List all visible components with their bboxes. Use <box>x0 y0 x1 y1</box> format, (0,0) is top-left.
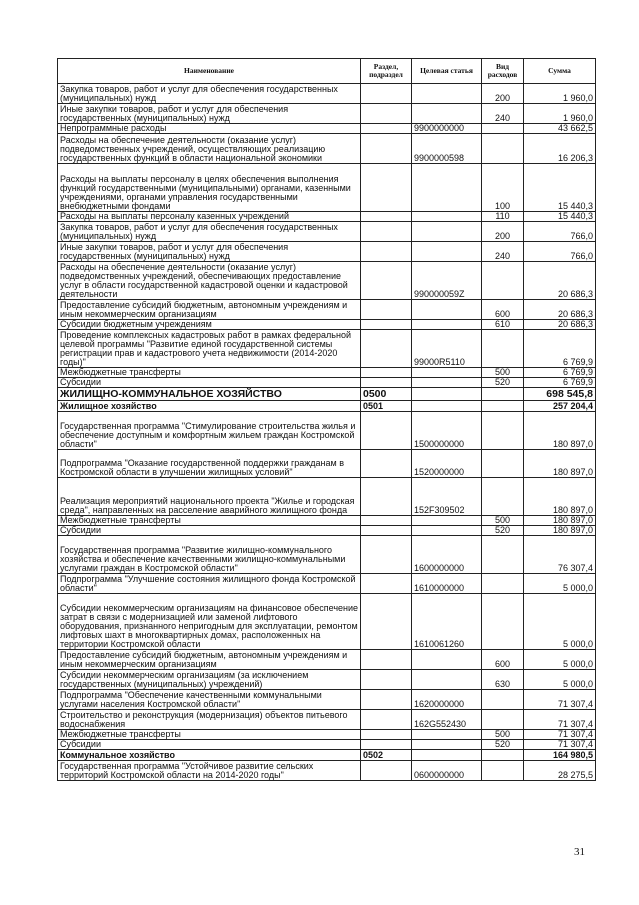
cell-target <box>412 650 482 670</box>
cell-kind <box>482 710 524 730</box>
cell-target: 9900000598 <box>412 134 482 164</box>
cell-sum: 180 897,0 <box>524 478 596 516</box>
cell-sum: 180 897,0 <box>524 516 596 526</box>
cell-sum: 5 000,0 <box>524 574 596 594</box>
cell-target: 99000R5110 <box>412 330 482 368</box>
table-row <box>58 536 596 574</box>
cell-sum: 698 545,8 <box>524 388 596 401</box>
cell-section <box>361 526 412 536</box>
cell-sum: 5 000,0 <box>524 594 596 650</box>
header-sum: Сумма <box>524 59 596 84</box>
cell-section <box>361 84 412 104</box>
cell-name: Жилищное хозяйство <box>58 401 361 412</box>
cell-target <box>412 516 482 526</box>
cell-name: Иные закупки товаров, работ и услуг для обеспечения государственных (муниципальных) нужд <box>58 242 361 262</box>
cell-kind <box>482 124 524 134</box>
table-row <box>58 300 596 320</box>
cell-sum: 15 440,3 <box>524 164 596 212</box>
cell-kind <box>482 330 524 368</box>
cell-sum: 1 960,0 <box>524 84 596 104</box>
cell-name: ЖИЛИЩНО-КОММУНАЛЬНОЕ ХОЗЯЙСТВО <box>58 388 361 401</box>
cell-section <box>361 536 412 574</box>
cell-target <box>412 242 482 262</box>
cell-section <box>361 516 412 526</box>
cell-sum: 257 204,4 <box>524 401 596 412</box>
table-row <box>58 750 596 761</box>
cell-sum: 766,0 <box>524 242 596 262</box>
cell-name: Межбюджетные трансферты <box>58 368 361 378</box>
cell-name: Субсидии <box>58 378 361 388</box>
table-row <box>58 574 596 594</box>
table-row <box>58 650 596 670</box>
cell-sum: 71 307,4 <box>524 730 596 740</box>
cell-section <box>361 222 412 242</box>
cell-target: 1620000000 <box>412 690 482 710</box>
cell-sum: 164 980,5 <box>524 750 596 761</box>
table-row <box>58 388 596 401</box>
cell-name: Строительство и реконструкция (модернизация) объектов питьевого водоснабжения <box>58 710 361 730</box>
table-row <box>58 740 596 750</box>
budget-table <box>57 58 596 781</box>
cell-kind <box>482 262 524 300</box>
cell-name: Межбюджетные трансферты <box>58 730 361 740</box>
cell-section <box>361 740 412 750</box>
cell-section <box>361 104 412 124</box>
cell-section <box>361 761 412 781</box>
cell-sum: 6 769,9 <box>524 330 596 368</box>
cell-sum: 5 000,0 <box>524 670 596 690</box>
cell-kind <box>482 401 524 412</box>
cell-target <box>412 320 482 330</box>
table-row <box>58 212 596 222</box>
cell-target <box>412 730 482 740</box>
cell-name: Закупка товаров, работ и услуг для обеспечения государственных (муниципальных) нужд <box>58 222 361 242</box>
cell-section: 0502 <box>361 750 412 761</box>
cell-sum: 180 897,0 <box>524 412 596 450</box>
cell-target <box>412 526 482 536</box>
cell-target: 1500000000 <box>412 412 482 450</box>
table-row <box>58 526 596 536</box>
header-section: Раздел, подраздел <box>361 59 412 84</box>
table-row <box>58 164 596 212</box>
cell-sum: 180 897,0 <box>524 526 596 536</box>
cell-section <box>361 594 412 650</box>
cell-kind <box>482 478 524 516</box>
cell-target <box>412 300 482 320</box>
cell-kind <box>482 536 524 574</box>
cell-name: Межбюджетные трансферты <box>58 516 361 526</box>
cell-name: Закупка товаров, работ и услуг для обеспечения государственных (муниципальных) нужд <box>58 84 361 104</box>
cell-target <box>412 212 482 222</box>
cell-section <box>361 574 412 594</box>
cell-kind: 240 <box>482 242 524 262</box>
table-row <box>58 104 596 124</box>
cell-section <box>361 412 412 450</box>
cell-kind <box>482 594 524 650</box>
header-name: Наименование <box>58 59 361 84</box>
table-row <box>58 378 596 388</box>
cell-name: Предоставление субсидий бюджетным, автономным учреждениям и иным некоммерческим организациям <box>58 300 361 320</box>
cell-section: 0501 <box>361 401 412 412</box>
cell-kind: 200 <box>482 222 524 242</box>
cell-sum: 28 275,5 <box>524 761 596 781</box>
cell-sum: 16 206,3 <box>524 134 596 164</box>
cell-target <box>412 222 482 242</box>
cell-section <box>361 330 412 368</box>
cell-kind: 520 <box>482 740 524 750</box>
cell-name: Субсидии <box>58 740 361 750</box>
cell-kind: 600 <box>482 650 524 670</box>
cell-sum: 71 307,4 <box>524 710 596 730</box>
cell-sum: 71 307,4 <box>524 690 596 710</box>
cell-name: Расходы на выплаты персоналу казенных учреждений <box>58 212 361 222</box>
table-row <box>58 761 596 781</box>
cell-kind: 520 <box>482 378 524 388</box>
cell-sum: 20 686,3 <box>524 320 596 330</box>
cell-sum: 6 769,9 <box>524 378 596 388</box>
cell-section <box>361 478 412 516</box>
cell-name: Субсидии некоммерческим организациям на финансовое обеспечение затрат в связи с модернизацией или заменой лифтового оборудования, признанного непригодным для эксплуатации, ремонтом лифтовых шахт в многоквартирных домах, расположенных на территории Костромской области <box>58 594 361 650</box>
cell-target: 1610061260 <box>412 594 482 650</box>
cell-kind <box>482 761 524 781</box>
cell-name: Предоставление субсидий бюджетным, автономным учреждениям и иным некоммерческим организациям <box>58 650 361 670</box>
table-row <box>58 730 596 740</box>
cell-target <box>412 388 482 401</box>
cell-name: Расходы на обеспечение деятельности (оказание услуг) подведомственных учреждений, обеспечивающих предоставление услуг в области государственной кадастровой оценки и кадастровой деятельности <box>58 262 361 300</box>
table-row <box>58 594 596 650</box>
cell-target: 162G552430 <box>412 710 482 730</box>
cell-kind <box>482 574 524 594</box>
cell-target: 1610000000 <box>412 574 482 594</box>
cell-kind <box>482 412 524 450</box>
cell-target: 0600000000 <box>412 761 482 781</box>
cell-kind: 630 <box>482 670 524 690</box>
cell-section <box>361 300 412 320</box>
cell-sum: 15 440,3 <box>524 212 596 222</box>
cell-target: 1520000000 <box>412 450 482 478</box>
table-row <box>58 412 596 450</box>
cell-kind: 240 <box>482 104 524 124</box>
table-row <box>58 262 596 300</box>
table-row <box>58 368 596 378</box>
cell-sum: 766,0 <box>524 222 596 242</box>
cell-target <box>412 164 482 212</box>
cell-section <box>361 450 412 478</box>
cell-kind: 600 <box>482 300 524 320</box>
cell-name: Коммунальное хозяйство <box>58 750 361 761</box>
cell-kind: 200 <box>482 84 524 104</box>
cell-kind: 500 <box>482 730 524 740</box>
cell-name: Расходы на обеспечение деятельности (оказание услуг) подведомственных учреждений, осуществляющих реализацию государственных функций в области национальной экономики <box>58 134 361 164</box>
table-row <box>58 222 596 242</box>
cell-sum: 5 000,0 <box>524 650 596 670</box>
table-row <box>58 401 596 412</box>
cell-section: 0500 <box>361 388 412 401</box>
cell-name: Субсидии <box>58 526 361 536</box>
cell-name: Реализация мероприятий национального проекта "Жилье и городская среда", направленных на расселение аварийного жилищного фонда <box>58 478 361 516</box>
cell-section <box>361 134 412 164</box>
cell-target <box>412 84 482 104</box>
cell-name: Иные закупки товаров, работ и услуг для обеспечения государственных (муниципальных) нужд <box>58 104 361 124</box>
cell-sum: 20 686,3 <box>524 262 596 300</box>
cell-name: Подпрограмма "Улучшение состояния жилищного фонда Костромской области" <box>58 574 361 594</box>
cell-sum: 180 897,0 <box>524 450 596 478</box>
cell-section <box>361 242 412 262</box>
cell-target: 1600000000 <box>412 536 482 574</box>
cell-target <box>412 368 482 378</box>
cell-target <box>412 378 482 388</box>
table-row <box>58 478 596 516</box>
cell-kind <box>482 690 524 710</box>
cell-kind: 520 <box>482 526 524 536</box>
cell-name: Субсидии бюджетным учреждениям <box>58 320 361 330</box>
cell-sum: 43 662,5 <box>524 124 596 134</box>
page-number: 31 <box>574 846 585 858</box>
header-target: Целевая статья <box>412 59 482 84</box>
table-body <box>58 84 596 781</box>
cell-name: Подпрограмма "Обеспечение качественными коммунальными услугами населения Костромской области" <box>58 690 361 710</box>
cell-target: 152F309502 <box>412 478 482 516</box>
cell-section <box>361 670 412 690</box>
cell-target <box>412 750 482 761</box>
budget-document <box>57 58 595 781</box>
table-row <box>58 320 596 330</box>
table-row <box>58 516 596 526</box>
cell-section <box>361 262 412 300</box>
cell-kind: 110 <box>482 212 524 222</box>
cell-target: 9900000000 <box>412 124 482 134</box>
cell-target <box>412 104 482 124</box>
cell-sum: 76 307,4 <box>524 536 596 574</box>
cell-section <box>361 650 412 670</box>
cell-kind: 500 <box>482 368 524 378</box>
table-row <box>58 690 596 710</box>
cell-kind: 100 <box>482 164 524 212</box>
cell-section <box>361 164 412 212</box>
cell-name: Непрограммные расходы <box>58 124 361 134</box>
cell-kind <box>482 388 524 401</box>
table-row <box>58 710 596 730</box>
cell-kind <box>482 750 524 761</box>
cell-name: Государственная программа "Стимулирование строительства жилья и обеспечение доступным и комфортным жильем граждан Костромской области" <box>58 412 361 450</box>
cell-sum: 6 769,9 <box>524 368 596 378</box>
cell-target: 990000059Z <box>412 262 482 300</box>
cell-name: Государственная программа "Развитие жилищно-коммунального хозяйства и обеспечение качественными жилищно-коммунальными услугами граждан в Костромской области" <box>58 536 361 574</box>
table-row <box>58 670 596 690</box>
cell-section <box>361 212 412 222</box>
cell-sum: 20 686,3 <box>524 300 596 320</box>
cell-name: Подпрограмма "Оказание государственной поддержки гражданам в Костромской области в улучшении жилищных условий" <box>58 450 361 478</box>
cell-section <box>361 378 412 388</box>
cell-name: Государственная программа "Устойчивое развитие сельских территорий Костромской области на 2014-2020 годы" <box>58 761 361 781</box>
table-row <box>58 242 596 262</box>
cell-kind <box>482 134 524 164</box>
cell-section <box>361 368 412 378</box>
cell-name: Проведение комплексных кадастровых работ в рамках федеральной целевой программы "Развитие единой государственной системы регистрации прав и кадастрового учета недвижимости (2014-2020 годы)" <box>58 330 361 368</box>
cell-name: Расходы на выплаты персоналу в целях обеспечения выполнения функций государственными (муниципальными) органами, казенными учреждениями, органами управления государственными внебюджетными фондами <box>58 164 361 212</box>
header-kind: Вид расходов <box>482 59 524 84</box>
cell-section <box>361 690 412 710</box>
table-row <box>58 330 596 368</box>
cell-sum: 71 307,4 <box>524 740 596 750</box>
cell-name: Субсидии некоммерческим организациям (за исключением государственных (муниципальных) учреждений) <box>58 670 361 690</box>
table-row <box>58 450 596 478</box>
cell-kind: 500 <box>482 516 524 526</box>
cell-section <box>361 730 412 740</box>
cell-target <box>412 740 482 750</box>
cell-sum: 1 960,0 <box>524 104 596 124</box>
table-header-row <box>58 59 596 84</box>
cell-section <box>361 710 412 730</box>
table-row <box>58 134 596 164</box>
cell-section <box>361 320 412 330</box>
cell-target <box>412 401 482 412</box>
cell-kind <box>482 450 524 478</box>
cell-target <box>412 670 482 690</box>
cell-section <box>361 124 412 134</box>
table-row <box>58 124 596 134</box>
cell-kind: 610 <box>482 320 524 330</box>
table-row <box>58 84 596 104</box>
